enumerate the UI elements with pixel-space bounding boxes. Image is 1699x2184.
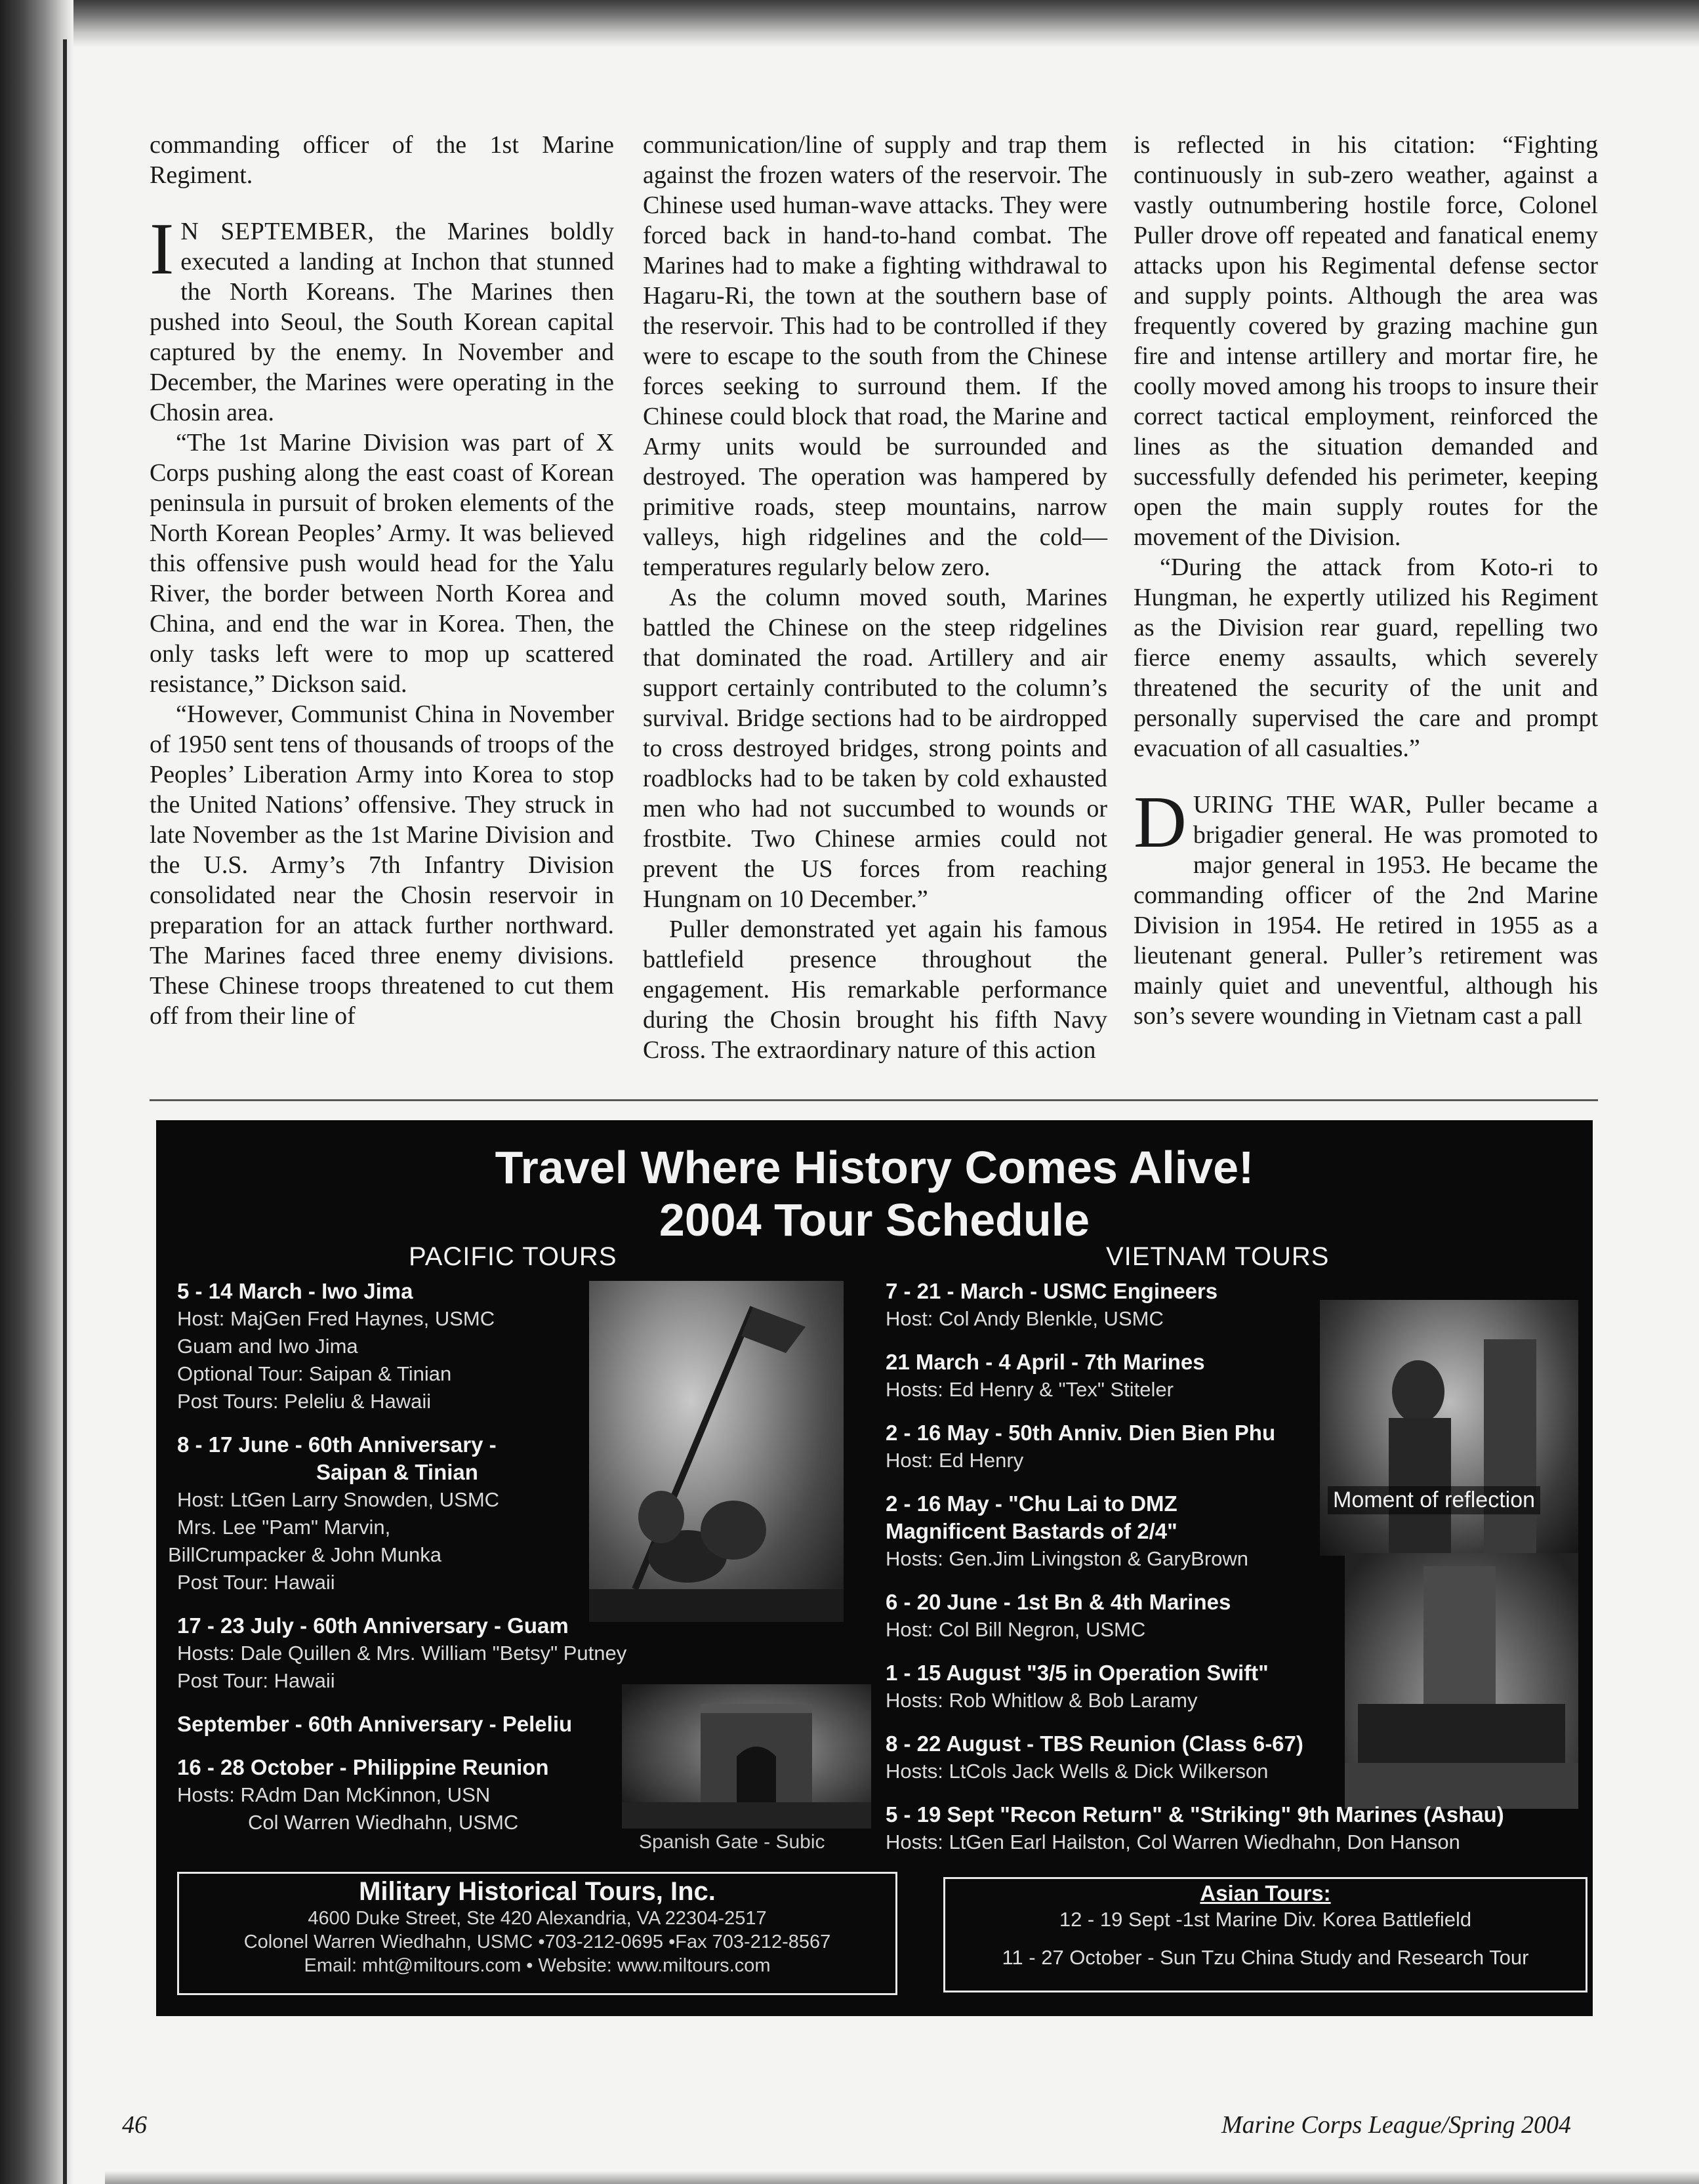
- tour-title: 17 - 23 July - 60th Anniversary - Guam: [177, 1613, 569, 1638]
- pacific-tours-list: [168, 1278, 833, 1852]
- tour-detail: Guam and Iwo Jima: [177, 1335, 358, 1358]
- tour-detail: Hosts: Gen.Jim Livingston & GaryBrown: [886, 1547, 1249, 1570]
- tour-title: 6 - 20 June - 1st Bn & 4th Marines: [886, 1590, 1231, 1614]
- article-column-2: [643, 130, 1107, 1074]
- tour-title-continued: Saipan & Tinian: [316, 1460, 478, 1484]
- photo-caption: Spanish Gate - Subic: [639, 1831, 825, 1853]
- tour-title: 7 - 21 - March - USMC Engineers: [886, 1279, 1218, 1303]
- company-web: Email: mht@miltours.com • Website: www.miltours.com: [304, 1955, 771, 1976]
- tour-title: September - 60th Anniversary - Peleliu: [177, 1712, 573, 1736]
- paragraph-dropcap: [150, 209, 614, 428]
- tour-detail: BillCrumpacker & John Munka: [168, 1543, 441, 1566]
- article-column-3: [1134, 130, 1598, 1074]
- tour-detail: Hosts: Ed Henry & "Tex" Stiteler: [886, 1378, 1174, 1401]
- company-phone: Colonel Warren Wiedhahn, USMC •703-212-0695 •Fax 703-212-8567: [243, 1931, 831, 1952]
- tour-title: 16 - 28 October - Philippine Reunion: [177, 1755, 549, 1779]
- tour-item: [168, 1431, 833, 1596]
- ad-headline: Travel Where History Comes Alive!: [495, 1142, 1254, 1193]
- publication-title: Marine Corps League/Spring 2004: [1221, 2111, 1572, 2139]
- asian-tours-heading: Asian Tours:: [1200, 1881, 1331, 1905]
- photo-caption: Moment of reflection: [1328, 1486, 1540, 1514]
- lead-in: URING THE WAR,: [1193, 791, 1412, 819]
- tour-title: 8 - 22 August - TBS Reunion (Class 6-67): [886, 1731, 1303, 1756]
- tour-item: [886, 1730, 1587, 1785]
- section-divider: [150, 1099, 1598, 1101]
- asian-tour-item: 12 - 19 Sept -1st Marine Div. Korea Battlefield: [1059, 1908, 1472, 1931]
- ad-subheadline: 2004 Tour Schedule: [659, 1194, 1090, 1245]
- tour-detail: Post Tour: Hawaii: [177, 1669, 335, 1692]
- tour-item: [886, 1801, 1587, 1856]
- tour-item: [886, 1588, 1587, 1644]
- scan-edge-bottom: [105, 2171, 1699, 2184]
- drop-cap: I: [150, 209, 174, 290]
- tour-detail: Host: MajGen Fred Haynes, USMC: [177, 1307, 495, 1330]
- lead-in: N SEPTEMBER,: [180, 218, 375, 245]
- paragraph-text: the Marines boldly executed a landing at Inchon that stunned the North Koreans. The Marines then pushed into Seoul, the South Korean capital captured by the enemy. In November and December, the Marines were operating in the Chosin area.: [150, 218, 614, 426]
- tour-detail: Host: Col Andy Blenkle, USMC: [886, 1307, 1164, 1330]
- paragraph: “However, Communist China in November of 1950 sent tens of thousands of troops of the Peoples’ Liberation Army into Korea to stop the United Nations’ offensive. They struck in late November as the 1st Marine Division and the U.S. Army’s 7th Infantry Division consolidated near the Chosin reservoir in preparation for an attack further northward. The Marines faced three enemy divisions. These Chinese troops threatened to cut them off from their line of: [150, 700, 614, 1030]
- tour-title: 5 - 19 Sept "Recon Return" & "Striking" 9th Marines (Ashau): [886, 1802, 1504, 1827]
- tour-item: [886, 1490, 1587, 1573]
- vietnam-tours-list: [886, 1278, 1587, 1872]
- drop-cap: D: [1134, 782, 1187, 863]
- company-contact-box: [177, 1872, 897, 1995]
- tour-detail: Hosts: Rob Whitlow & Bob Laramy: [886, 1689, 1198, 1712]
- tour-item: [177, 1710, 833, 1738]
- tour-title: 2 - 16 May - "Chu Lai to DMZ: [886, 1491, 1177, 1516]
- page-number: 46: [122, 2111, 147, 2139]
- tour-item: [177, 1278, 833, 1415]
- tour-detail: Post Tour: Hawaii: [177, 1571, 335, 1594]
- tour-detail: Host: Col Bill Negron, USMC: [886, 1618, 1146, 1641]
- tour-advertisement: [156, 1120, 1593, 2016]
- tour-item: [886, 1419, 1587, 1474]
- asian-tour-item: 11 - 27 October - Sun Tzu China Study and Research Tour: [1002, 1946, 1529, 1969]
- tour-item: [886, 1348, 1587, 1404]
- tour-detail: Hosts: Dale Quillen & Mrs. William "Betsy" Putney: [177, 1642, 627, 1665]
- tour-title: 5 - 14 March - Iwo Jima: [177, 1279, 413, 1303]
- tour-item: [177, 1612, 833, 1695]
- tour-item: [177, 1754, 833, 1836]
- paragraph: Puller demonstrated yet again his famous battlefield presence throughout the engagement. His remarkable performance during the Chosin brought his fifth Navy Cross. The extraordinary nature of this action: [643, 916, 1107, 1064]
- tour-title: 1 - 15 August "3/5 in Operation Swift": [886, 1661, 1269, 1685]
- tour-detail: Col Warren Wiedhahn, USMC: [248, 1811, 519, 1834]
- tour-detail: Mrs. Lee "Pam" Marvin,: [177, 1516, 391, 1539]
- company-name: Military Historical Tours, Inc.: [359, 1877, 716, 1906]
- paragraph-text: Puller became a brigadier general. He was promoted to major general in 1953. He became the commanding officer of the 2nd Marine Division in 1954. He retired in 1955 as a lieutenant general. Puller’s retirement was mainly quiet and uneventful, although his son’s severe wounding in Vietnam cast a pall: [1134, 791, 1598, 1030]
- tour-title: 2 - 16 May - 50th Anniv. Dien Bien Phu: [886, 1421, 1276, 1445]
- page-binding-line: [63, 39, 67, 2184]
- paragraph: is reflected in his citation: “Fighting continuously in sub-zero weather, against a vastly outnumbering hostile force, Colonel Puller drove off repeated and fanatical enemy attacks upon his Regimental defense sector and supply points. Although the area was frequently covered by grazing machine gun fire and intense artillery and mortar fire, he coolly moved among his troops to insure their correct tactical employment, reinforced the lines as the situation demanded and successfully defended his perimeter, keeping open the main supply routes for the movement of the Division.: [1134, 131, 1598, 551]
- tour-detail: Host: LtGen Larry Snowden, USMC: [177, 1488, 500, 1511]
- tour-title-continued: Magnificent Bastards of 2/4": [886, 1519, 1177, 1543]
- tour-item: [886, 1659, 1587, 1714]
- paragraph-dropcap: [1134, 782, 1598, 1031]
- vietnam-tours-heading: VIETNAM TOURS: [1106, 1242, 1330, 1271]
- tour-item: [886, 1278, 1587, 1333]
- tour-detail: Post Tours: Peleliu & Hawaii: [177, 1390, 432, 1413]
- scan-edge-top: [0, 0, 1699, 47]
- tour-detail: Hosts: RAdm Dan McKinnon, USN: [177, 1783, 491, 1806]
- paragraph: As the column moved south, Marines battled the Chinese on the steep ridgelines that dominated the road. Artillery and air support certainly contributed to the column’s survival. Bridge sections had to be airdropped to cross destroyed bridges, strong points and roadblocks had to be taken by cold exhausted men who had not succumbed to wounds or frostbite. Two Chinese armies could not prevent the US forces from reaching Hungnam on 10 December.”: [643, 584, 1107, 913]
- paragraph: commanding officer of the 1st Marine Regiment.: [150, 131, 614, 189]
- paragraph: “The 1st Marine Division was part of X Corps pushing along the east coast of Korean peninsula in pursuit of broken elements of the North Korean Peoples’ Army. It was believed this offensive push would head for the Yalu River, the border between North Korea and China, and end the war in Korea. Then, the only tasks left were to mop up scattered resistance,” Dickson said.: [150, 429, 614, 698]
- pacific-tours-heading: PACIFIC TOURS: [409, 1242, 617, 1271]
- tour-title: 8 - 17 June - 60th Anniversary -: [177, 1432, 497, 1457]
- tour-detail: Host: Ed Henry: [886, 1449, 1024, 1472]
- company-address: 4600 Duke Street, Ste 420 Alexandria, VA 22304-2517: [308, 1908, 767, 1929]
- asian-tours-box: [943, 1877, 1587, 1992]
- paragraph: communication/line of supply and trap them against the frozen waters of the reservoir. The Chinese used human-wave attacks. They were forced back in hand-to-hand combat. The Marines had to make a fighting withdrawal to Hagaru-Ri, the town at the southern base of the reservoir. This had to be controlled if they were to escape to the south from the Chinese forces seeking to surround them. If the Chinese could block that road, the Marine and Army units would be surrounded and destroyed. The operation was hampered by primitive roads, steep mountains, narrow valleys, high ridgelines and the cold—temperatures regularly below zero.: [643, 131, 1107, 581]
- tour-detail: Hosts: LtCols Jack Wells & Dick Wilkerson: [886, 1760, 1269, 1783]
- paragraph: “During the attack from Koto-ri to Hungman, he expertly utilized his Regiment as the Division rear guard, repelling two fierce enemy assaults, which severely threatened the security of the unit and personally supervised the care and prompt evacuation of all casualties.”: [1134, 554, 1598, 762]
- tour-detail: Optional Tour: Saipan & Tinian: [177, 1362, 452, 1385]
- tour-detail: Hosts: LtGen Earl Hailston, Col Warren Wiedhahn, Don Hanson: [886, 1830, 1460, 1853]
- tour-title: 21 March - 4 April - 7th Marines: [886, 1350, 1205, 1374]
- article-column-1: [150, 130, 614, 1074]
